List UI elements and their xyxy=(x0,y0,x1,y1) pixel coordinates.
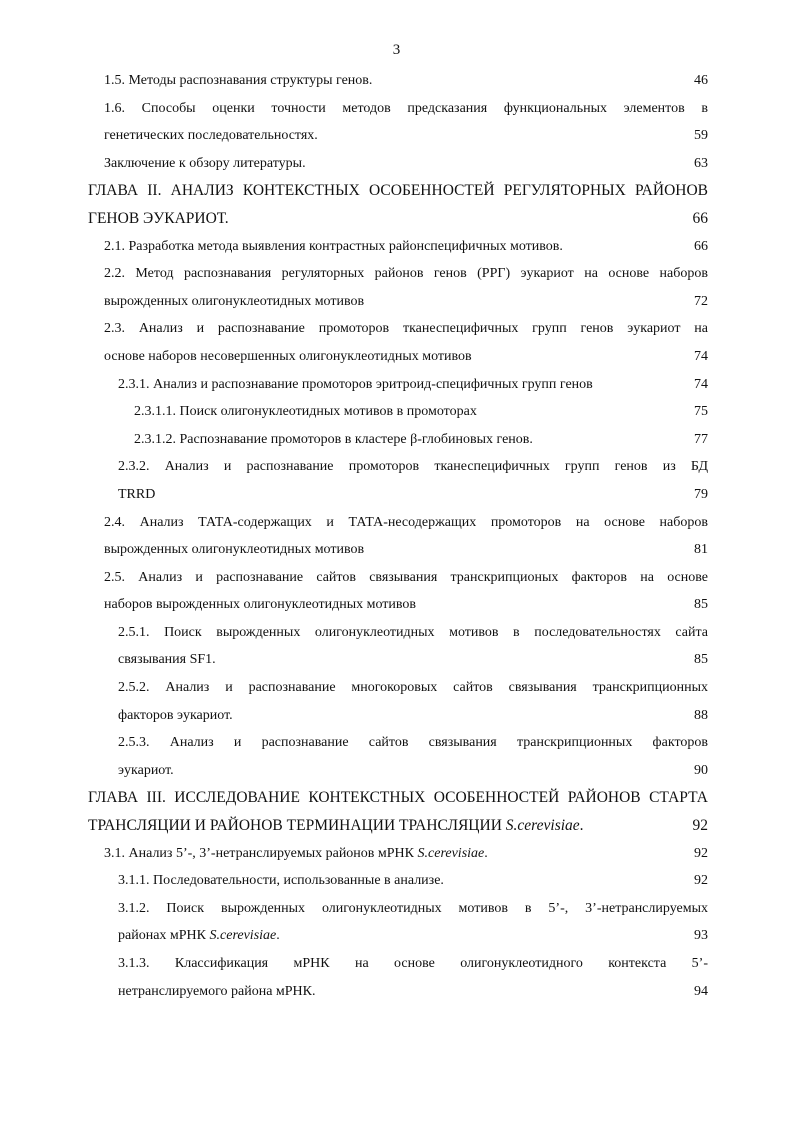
toc-entry-page: 59 xyxy=(694,128,708,144)
toc-entry-page: 93 xyxy=(694,928,708,944)
toc-chapter-heading xyxy=(88,784,708,839)
toc-chapter-heading xyxy=(88,177,708,232)
toc-entry xyxy=(104,150,708,178)
toc-entry-title: 2.5. Анализ и распознавание сайтов связывания транскрипционых факторов на основе xyxy=(104,569,708,585)
toc-entry-title-continued: районах мРНК xyxy=(118,928,210,944)
toc-entry xyxy=(104,95,708,150)
toc-entry-title-continued: генетических последовательностях. xyxy=(104,128,318,144)
toc-entry-title: 2.5.1. Поиск вырожденных олигонуклеотидных мотивов в последовательностях сайта xyxy=(118,624,708,640)
toc-entry-page: 79 xyxy=(694,486,708,502)
toc-entry-title-tail: . xyxy=(579,817,584,835)
toc-entry-title: 2.2. Метод распознавания регуляторных районов генов (РРГ) эукариот на основе наборов xyxy=(104,266,708,282)
toc-entry xyxy=(118,867,708,895)
toc-entry-title: 2.1. Разработка метода выявления контрастных районспецифичных мотивов. xyxy=(104,238,563,254)
toc-entry-page: 94 xyxy=(694,983,708,999)
toc-entry xyxy=(104,315,708,370)
toc-entry-title-continued: факторов эукариот. xyxy=(118,707,233,723)
toc-entry-title: 1.5. Методы распознавания структуры генов. xyxy=(104,73,373,88)
toc-entry-title: 3.1. Анализ 5’-, 3’-нетранслируемых районов мРНК xyxy=(104,845,418,861)
toc-entry-page: 92 xyxy=(692,817,708,835)
toc-entry-title-continued: основе наборов несовершенных олигонуклеотидных мотивов xyxy=(104,348,472,364)
toc-entry xyxy=(104,840,708,868)
toc-entry-page: 88 xyxy=(694,707,708,723)
toc-entry-page: 85 xyxy=(694,597,708,613)
toc-entry xyxy=(104,67,708,95)
toc-entry-title: Заключение к обзору литературы. xyxy=(104,155,306,171)
toc-entry xyxy=(104,260,708,315)
toc-entry-page: 46 xyxy=(694,73,708,88)
toc-entry-title-continued: наборов вырожденных олигонуклеотидных мотивов xyxy=(104,597,417,613)
toc-entry xyxy=(118,453,708,508)
toc-entry xyxy=(118,674,708,729)
toc-entry-page: 74 xyxy=(694,376,708,392)
toc-entry xyxy=(104,564,708,619)
toc-entry xyxy=(118,371,708,399)
toc-entry-page: 92 xyxy=(694,873,708,889)
toc-entry-title-continued: связывания SF1. xyxy=(118,652,216,668)
toc-entry xyxy=(118,895,708,950)
toc-entry-title: 1.6. Способы оценки точности методов предсказания функциональных элементов в xyxy=(104,100,708,116)
toc-entry-page: 92 xyxy=(694,845,708,861)
toc-entry-page: 90 xyxy=(694,762,708,778)
toc-entry-page: 66 xyxy=(692,209,708,227)
toc-entry-title: 3.1.2. Поиск вырожденных олигонуклеотидных мотивов в 5’-, 3’-нетранслируемых xyxy=(118,900,708,916)
page-number: 3 xyxy=(392,42,401,58)
toc-entry xyxy=(104,233,708,261)
toc-entry-title: ГЛАВА II. АНАЛИЗ КОНТЕКСТНЫХ ОСОБЕННОСТЕЙ РЕГУЛЯТОРНЫХ РАЙОНОВ xyxy=(88,182,708,200)
toc-entry-page: 66 xyxy=(694,238,708,254)
toc-entry-title: 2.3.2. Анализ и распознавание промоторов тканеспецифичных групп генов из БД xyxy=(118,459,708,475)
toc-entry-page: 77 xyxy=(694,431,708,447)
toc-entry-title-continued: эукариот. xyxy=(118,762,174,778)
toc-entry xyxy=(134,398,708,426)
toc-entry-title: ГЛАВА III. ИССЛЕДОВАНИЕ КОНТЕКСТНЫХ ОСОБЕННОСТЕЙ РАЙОНОВ СТАРТА xyxy=(88,789,708,807)
toc-entry-title: 3.1.3. Классификация мРНК на основе олигонуклеотидного контекста 5’- xyxy=(118,956,708,971)
toc-entry-title-continued: вырожденных олигонуклеотидных мотивов xyxy=(104,542,365,558)
species-name: S.cerevisiae xyxy=(505,817,580,835)
species-name: S.cerevisiae xyxy=(209,928,277,944)
toc-entry-title-continued: вырожденных олигонуклеотидных мотивов xyxy=(104,293,365,309)
toc-entry-page: 85 xyxy=(694,652,708,668)
toc-entry xyxy=(104,509,708,564)
toc-entry xyxy=(134,426,708,454)
toc-entry-title-continued: ГЕНОВ ЭУКАРИОТ. xyxy=(88,209,229,227)
toc-entry-title-tail: . xyxy=(484,845,488,861)
toc-entry-title: 2.3. Анализ и распознавание промоторов тканеспецифичных групп генов эукариот на xyxy=(104,321,708,337)
toc-entry-title: 3.1.1. Последовательности, использованные в анализе. xyxy=(118,873,444,889)
toc-entry-title: 2.3.1.1. Поиск олигонуклеотидных мотивов в промоторах xyxy=(134,404,477,420)
toc-entry-title: 2.4. Анализ ТАТА-содержащих и ТАТА-несодержащих промоторов на основе наборов xyxy=(104,514,708,530)
toc-entry-page: 74 xyxy=(694,348,708,364)
toc-entry-title: 2.5.2. Анализ и распознавание многокоровых сайтов связывания транскрипционных xyxy=(118,680,708,696)
toc-entry xyxy=(118,950,708,1005)
toc-entry-page: 72 xyxy=(694,293,708,309)
toc-entry xyxy=(118,619,708,674)
toc-entry xyxy=(118,729,708,784)
toc-entry-title-continued: нетранслируемого района мРНК. xyxy=(118,983,316,999)
toc-entry-title-continued: TRRD xyxy=(118,486,156,502)
toc-entry-title-tail: . xyxy=(276,928,280,944)
toc-entry-title: 2.3.1.2. Распознавание промоторов в кластере β-глобиновых генов. xyxy=(134,431,533,447)
toc-entry-page: 75 xyxy=(694,404,708,420)
species-name: S.cerevisiae xyxy=(417,845,485,861)
toc-entry-page: 81 xyxy=(694,542,708,558)
toc-entry-title-continued: ТРАНСЛЯЦИИ И РАЙОНОВ ТЕРМИНАЦИИ ТРАНСЛЯЦИИ xyxy=(88,817,506,835)
toc-entry-title: 2.5.3. Анализ и распознавание сайтов связывания транскрипционных факторов xyxy=(118,735,708,751)
toc-entry-title: 2.3.1. Анализ и распознавание промоторов эритроид-специфичных групп генов xyxy=(118,376,593,392)
toc-entry-page: 63 xyxy=(694,155,708,171)
table-of-contents xyxy=(0,67,793,1005)
